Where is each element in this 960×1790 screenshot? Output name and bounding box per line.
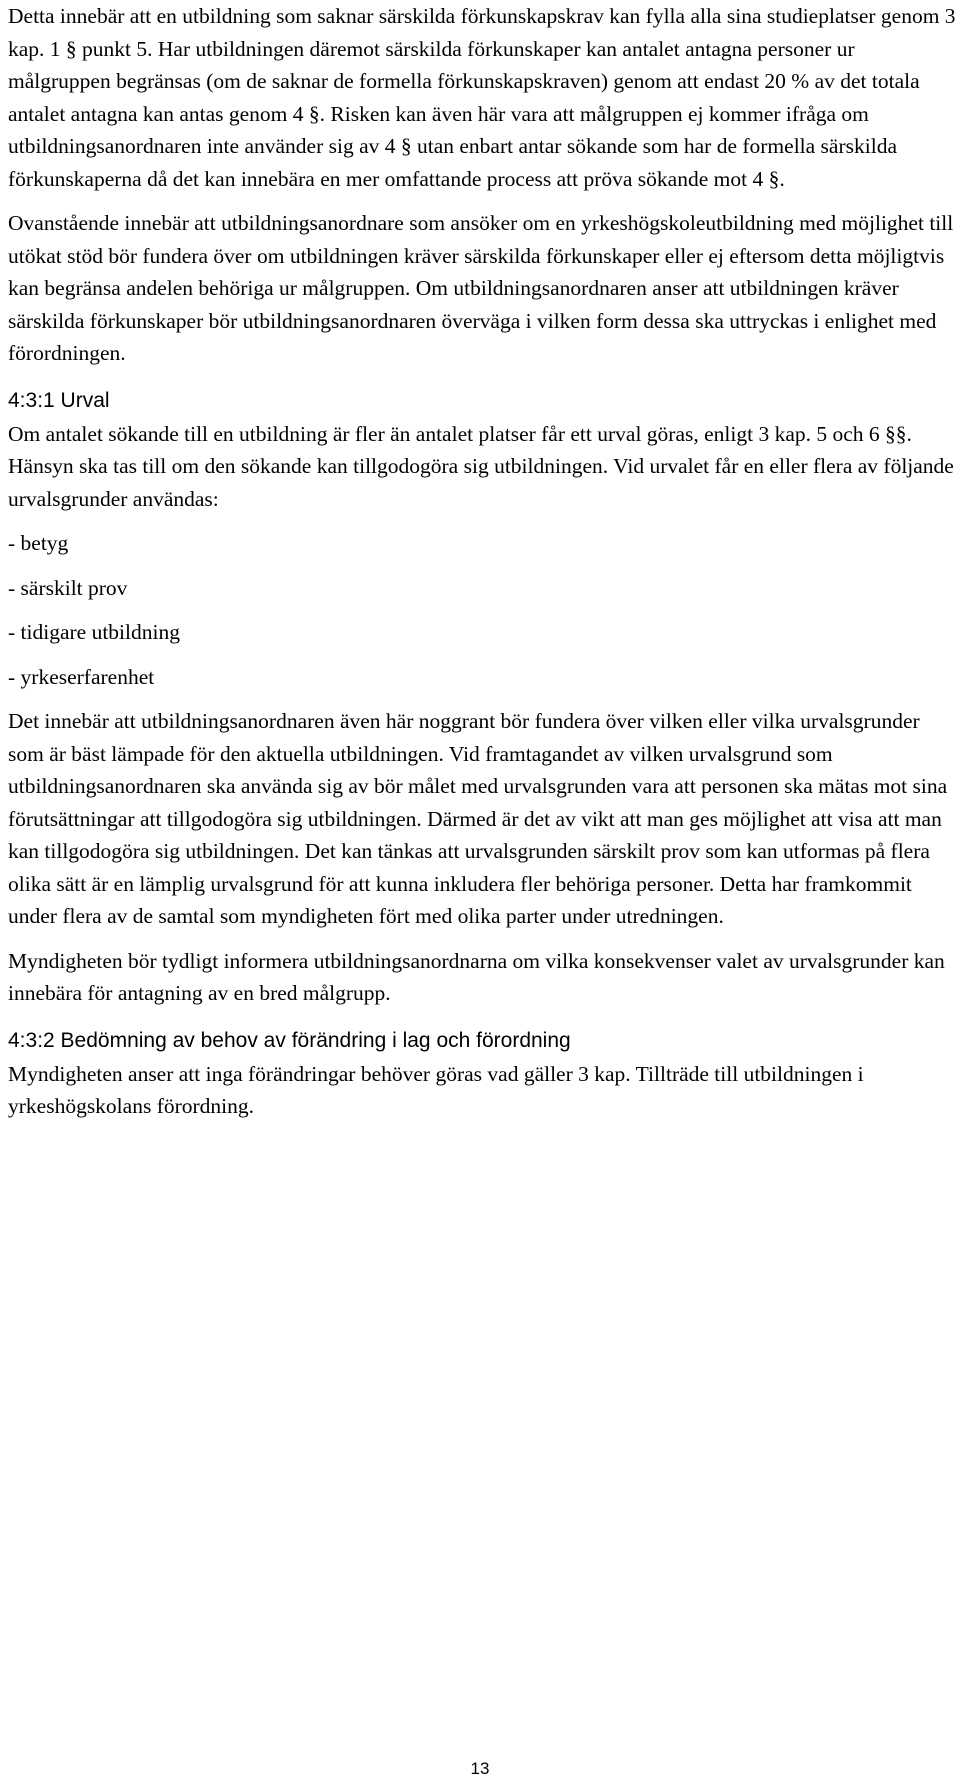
section-heading-bedomning: 4:3:2 Bedömning av behov av förändring i lag och förordning (8, 1028, 571, 1052)
paragraph-bedomning: Myndigheten anser att inga förändringar behöver göras vad gäller 3 kap. Tillträde till utbildningen i yrkeshögskolans förordning. (8, 1061, 864, 1118)
page-number: 13 (470, 1759, 490, 1778)
paragraph-urval-intro: Om antalet sökande till en utbildning är fler än antalet platser får ett urval göras, enligt 3 kap. 5 och 6 §§. Hänsyn ska tas till om den sökande kan tillgodogöra sig utbildningen. Vid urvalet får en eller flera av följande urvalsgrunder användas: (8, 421, 954, 511)
list-item-betyg: - betyg (8, 531, 69, 555)
section-heading-urval: 4:3:1 Urval (8, 388, 110, 412)
paragraph-myndigheten-informera: Myndigheten bör tydligt informera utbildningsanordnarna om vilka konsekvenser valet av urvalsgrunder kan innebära för antagning av en bred målgrupp. (8, 948, 945, 1005)
list-item-sarskilt-prov: - särskilt prov (8, 575, 128, 600)
paragraph-urvalsgrunder: Det innebär att utbildningsanordnaren även här noggrant bör fundera över vilken eller vilka urvalsgrunder som är bäst lämpade för den aktuella utbildningen. Vid framtagandet av vilken urvalsgrund som utbildningsanordnaren ska använda sig av bör målet med urvalsgrunden vara att personen ska mätas mot sina förutsättningar att tillgodogöra sig utbildningen. Därmed är det av vikt att man ges möjlighet att visa att man kan tillgodogöra sig utbildningen. Det kan tänkas att urvalsgrunden särskilt prov som kan utformas på flera olika sätt är en lämplig urvalsgrund för att kunna inkludera fler behöriga personer. Detta har framkommit under flera av de samtal som myndigheten fört med olika parter under utredningen. (8, 709, 948, 928)
list-item-tidigare-utbildning: - tidigare utbildning (8, 620, 180, 644)
document-page (8, 0, 956, 1135)
paragraph-forkunskapskrav: Detta innebär att en utbildning som saknar särskilda förkunskapskrav kan fylla alla sina studieplatser genom 3 kap. 1 § punkt 5. Har utbildningen däremot särskilda förkunskaper kan antalet antagna personer ur målgruppen begränsas (om de saknar de formella förkunskapskraven) genom att endast 20 % av det totala antalet antagna kan antas genom 4 §. Risken kan även här vara att målgruppen ej kommer ifråga om utbildningsanordnaren inte använder sig av 4 § utan enbart antar sökande som har de formella särskilda förkunskaperna då det kan innebära en mer omfattande process att pröva sökande mot 4 §. (8, 4, 956, 191)
list-item-yrkeserfarenhet: - yrkeserfarenhet (8, 664, 155, 689)
paragraph-ovanstaende: Ovanstående innebär att utbildningsanordnare som ansöker om en yrkeshögskoleutbildning med möjlighet till utökat stöd bör fundera över om utbildningen kräver särskilda förkunskaper eller ej eftersom detta möjligtvis kan begränsa andelen behöriga ur målgruppen. Om utbildningsanordnaren anser att utbildningen kräver särskilda förkunskaper bör utbildningsanordnaren överväga i vilken form dessa ska uttryckas i enlighet med förordningen. (8, 211, 954, 365)
